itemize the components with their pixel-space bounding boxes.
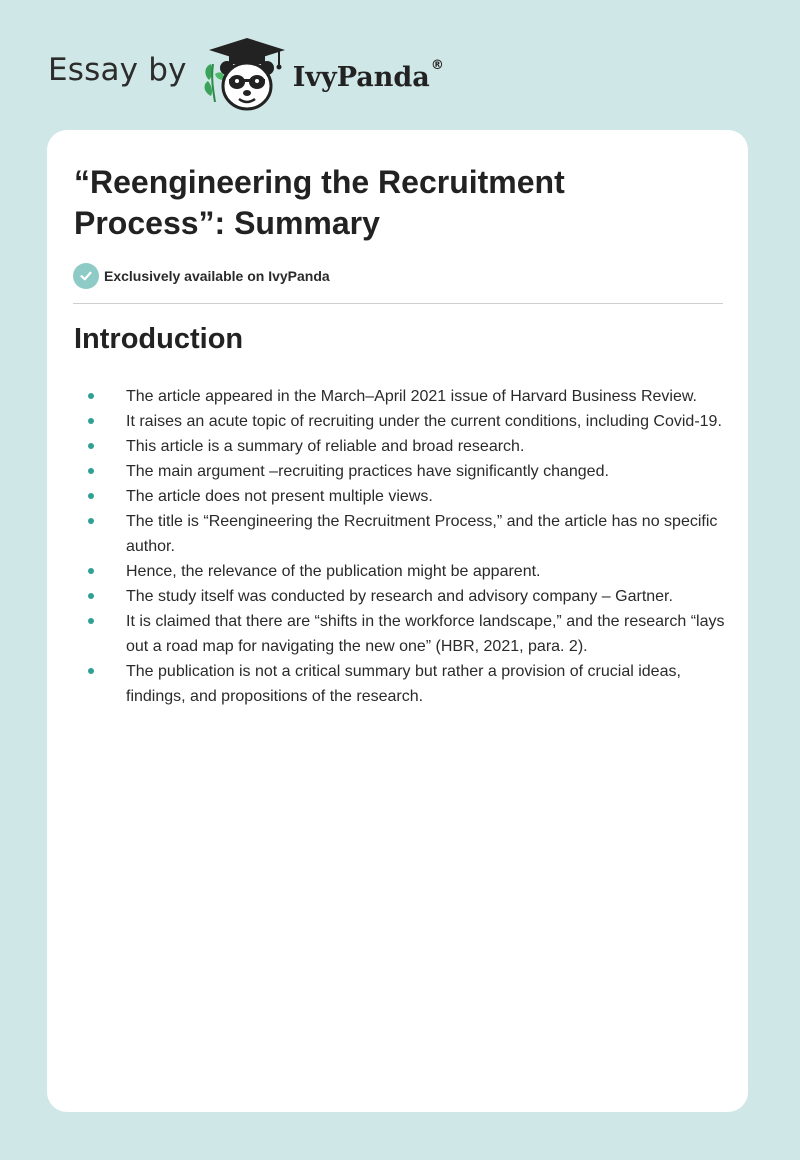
list-item-text: The publication is not a critical summary but rather a provision of crucial ideas, findings, and propositions of the research. [126,663,681,705]
list-item-text: The article does not present multiple views. [126,488,433,505]
list-item-text: It is claimed that there are “shifts in the workforce landscape,” and the research “lays out a road map for navigating the new one” (HBR, 2021, para. 2). [126,613,725,655]
bullet-icon [88,568,94,574]
bullet-list [126,384,736,709]
list-item [126,434,736,459]
list-item [126,459,736,484]
bullet-icon [88,418,94,424]
list-item [126,609,736,659]
page-title: “Reengineering the Recruitment Process”: Summary [74,164,565,241]
list-item [126,559,736,584]
brand-name [292,57,444,93]
bullet-icon [88,393,94,399]
panda-logo-icon [199,34,291,114]
list-item-text: It raises an acute topic of recruiting under the current conditions, including Covid-19. [126,413,722,430]
list-item [126,509,736,559]
list-item-text: The main argument –recruiting practices have significantly changed. [126,463,609,480]
brand-prefix: Essay by [48,52,187,88]
list-item [126,484,736,509]
bullet-icon [88,468,94,474]
bullet-icon [88,618,94,624]
bullet-icon [88,668,94,674]
divider [73,303,723,304]
list-item [126,659,736,709]
list-item-text: The article appeared in the March–April 2021 issue of Harvard Business Review. [126,388,697,405]
section-heading: Introduction [74,323,244,355]
bullet-icon [88,518,94,524]
exclusive-text: Exclusively available on IvyPanda [104,268,330,284]
bullet-icon [88,443,94,449]
list-item [126,409,736,434]
list-item [126,584,736,609]
check-icon [73,263,99,289]
brand-name-text: IvyPanda [292,61,430,93]
brand-header [48,34,444,114]
list-item-text: Hence, the relevance of the publication might be apparent. [126,563,541,580]
list-item [126,384,736,409]
list-item-text: The title is “Reengineering the Recruitment Process,” and the article has no specific author. [126,513,718,555]
bullet-icon [88,493,94,499]
registered-mark: ® [430,57,444,73]
list-item-text: This article is a summary of reliable and broad research. [126,438,525,455]
document-card [47,130,748,1112]
bullet-icon [88,593,94,599]
exclusive-badge [73,263,330,289]
list-item-text: The study itself was conducted by research and advisory company – Gartner. [126,588,673,605]
